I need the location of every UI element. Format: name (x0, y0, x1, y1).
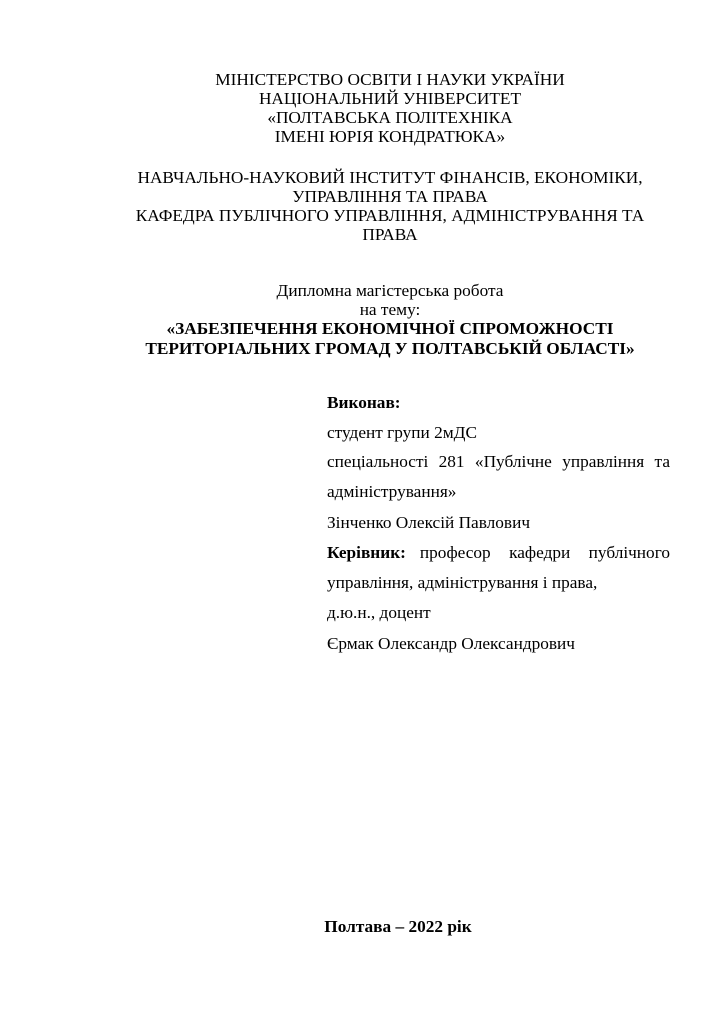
author-specialty: спеціальності 281 «Публічне управління та (327, 452, 670, 471)
topic-label: на тему: (359, 300, 421, 319)
university-line: ІМЕНІ ЮРІЯ КОНДРАТЮКА» (274, 127, 506, 146)
author-specialty-cont: адміністрування» (327, 482, 457, 501)
author-label: Виконав: (327, 393, 401, 412)
author-name: Зінченко Олексій Павлович (327, 513, 531, 532)
supervisor-label: Керівник: (327, 543, 406, 562)
work-title-line: ТЕРИТОРІАЛЬНИХ ГРОМАД У ПОЛТАВСЬКІЙ ОБЛАСТІ» (145, 339, 635, 358)
work-type: Дипломна магістерська робота (276, 281, 504, 300)
supervisor-degree: д.ю.н., доцент (327, 603, 431, 622)
work-title-line: «ЗАБЕЗПЕЧЕННЯ ЕКОНОМІЧНОЇ СПРОМОЖНОСТІ (166, 319, 614, 338)
university-line: «ПОЛТАВСЬКА ПОЛІТЕХНІКА (267, 108, 513, 127)
department-line: КАФЕДРА ПУБЛІЧНОГО УПРАВЛІННЯ, АДМІНІСТРУВАННЯ ТА (135, 206, 645, 225)
ministry: МІНІСТЕРСТВО ОСВІТИ І НАУКИ УКРАЇНИ (215, 70, 565, 89)
university-line: НАЦІОНАЛЬНИЙ УНІВЕРСИТЕТ (258, 89, 522, 108)
supervisor-name: Єрмак Олександр Олександрович (327, 634, 575, 653)
author-group: студент групи 2мДС (327, 423, 477, 442)
institute-line: НАВЧАЛЬНО-НАУКОВИЙ ІНСТИТУТ ФІНАНСІВ, ЕКОНОМІКИ, (137, 168, 643, 187)
supervisor-position-cont: управління, адміністрування і права, (327, 573, 598, 592)
department-line: ПРАВА (362, 225, 418, 244)
supervisor-position: професор кафедри публічного (419, 543, 670, 562)
city-year: Полтава – 2022 рік (324, 917, 472, 936)
institute-line: УПРАВЛІННЯ ТА ПРАВА (292, 187, 488, 206)
supervisor-line (327, 543, 670, 563)
